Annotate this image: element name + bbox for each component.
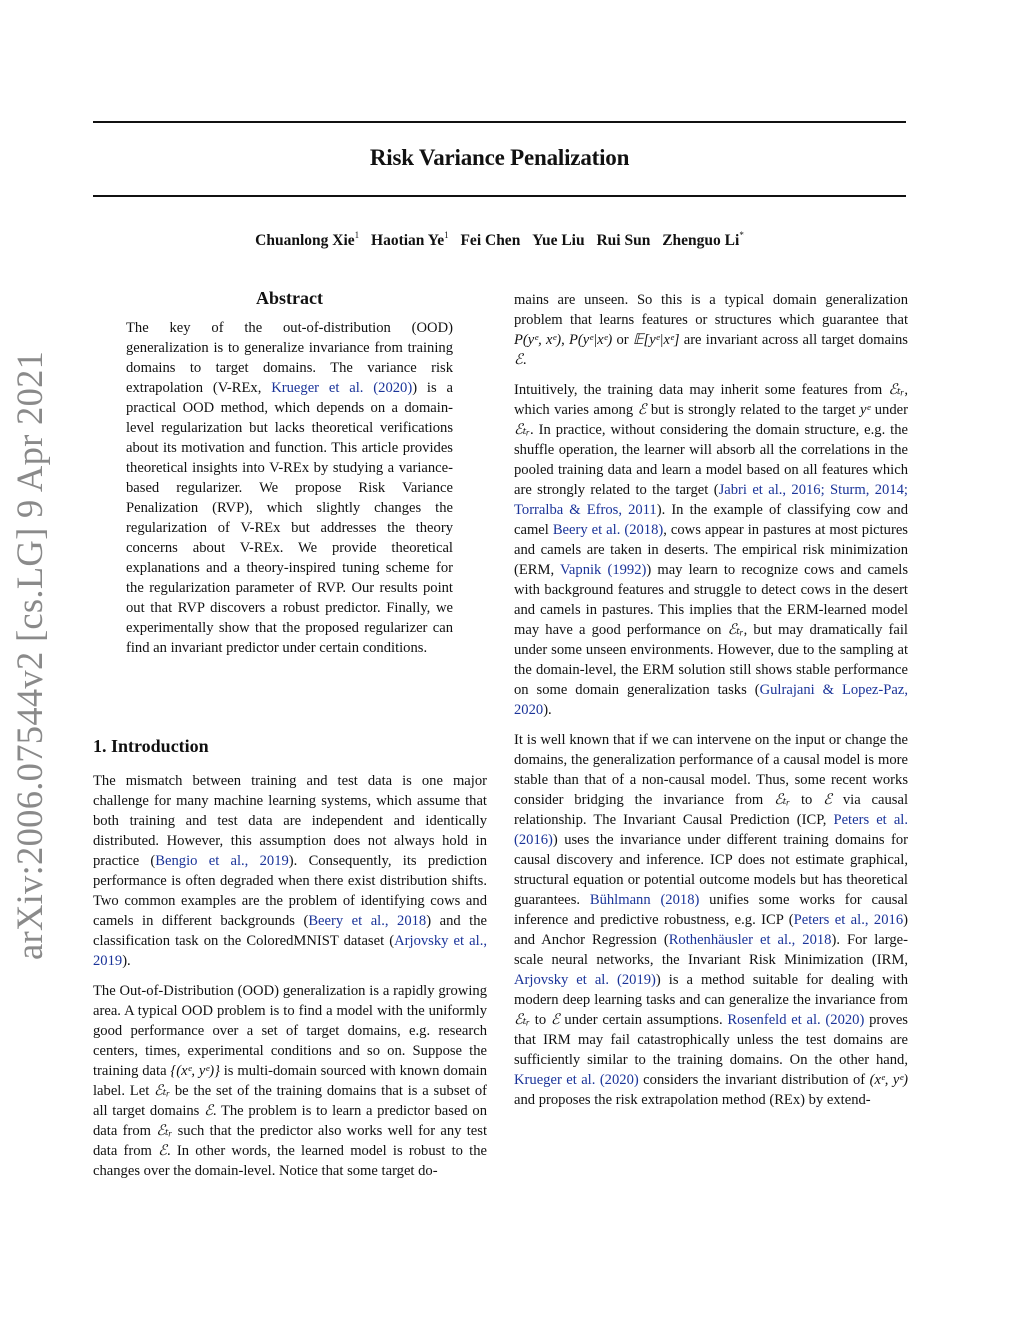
paragraph: The Out-of-Distribution (OOD) generalization is a rapidly growing area. A typical OOD problem is to find a model with the uniformly good performance over a set of target domains, e.g. research centers, times, experimental conditions and so on. Suppose the training data {(xᵉ, yᵉ)} is multi-domain sourced with known domain label. Let ℰₜᵣ be the set of the training domains that is a subset of all target domains ℰ. The problem is to learn a predictor based on data from ℰₜᵣ such that the predictor also works well for any test data from ℰ. In other words, the learned model is robust to the changes over the domain-level. Notice that some target do- — [93, 983, 488, 1179]
citation-link[interactable]: Bühlmann (2018) — [589, 892, 700, 908]
math-inline: 𝔼[yᵉ|xᵉ] — [632, 332, 680, 348]
citation-link[interactable]: Arjovsky et al., 2019 — [93, 933, 488, 969]
citation-link[interactable]: Gulrajani & Lopez-Paz, 2020 — [514, 682, 908, 718]
abstract-heading: Abstract — [256, 288, 323, 308]
citation-link[interactable]: Arjovsky et al. (2019) — [514, 972, 656, 988]
citation-link[interactable]: Jabri et al., 2016; Sturm, 2014; Torralba & Efros, 2011 — [514, 482, 908, 518]
author: Rui Sun — [596, 232, 651, 249]
math-inline: P(yᵉ|xᵉ) — [569, 332, 613, 348]
right-column — [514, 290, 908, 1120]
paragraph: It is well known that if we can intervene on the input or change the domains, the generalization performance of a causal model is more stable than that of a non-causal model. Thus, some recent works consider bridging the invariance from ℰₜᵣ to ℰ via causal relationship. The Invariant Causal Prediction (ICP, Peters et al. (2016)) uses the invariance under different training domains for causal discovery and inference. ICP does not estimate graphical, structural equation or potential outcome models but has theoretical guarantees. Bühlmann (2018) unifies some works for causal inference and predictive robustness, e.g. ICP (Peters et al., 2016) and Anchor Regression (Rothenhäusler et al., 2018). For large-scale neural networks, the Invariant Risk Minimization (IRM, Arjovsky et al. (2019)) is a method suitable for dealing with modern deep learning tasks and can generalize the invariance from ℰₜᵣ to ℰ under certain assumptions. Rosenfeld et al. (2020) proves that IRM may fail catastrophically unless the test domains are sufficiently similar to the training domains. On the other hand, Krueger et al. (2020) considers the invariant distribution of (xᵉ, yᵉ) and proposes the risk extrapolation method (REx) by extend- — [514, 732, 909, 1108]
citation-link[interactable]: Rosenfeld et al. (2020) — [727, 1012, 865, 1028]
citation-link[interactable]: Krueger et al. (2020) — [514, 1072, 639, 1088]
arxiv-stamp: arXiv:2006.07544v2 [cs.LG] 9 Apr 2021 — [9, 350, 50, 960]
math-inline: ℰₜᵣ — [774, 792, 791, 808]
math-inline: ℰₜᵣ — [727, 622, 744, 638]
title-rule-top — [93, 121, 906, 123]
citation-link[interactable]: Peters et al. (2016) — [514, 812, 908, 848]
math-inline: ℰₜᵣ — [154, 1083, 171, 1099]
math-inline: ℰₜᵣ — [888, 382, 905, 398]
math-inline: ℰ — [514, 352, 523, 368]
paragraph: mains are unseen. So this is a typical domain generalization problem that learns features or structures which guarantee that P(yᵉ, xᵉ), P(yᵉ|xᵉ) or 𝔼[yᵉ|xᵉ] are invariant across all target domains ℰ. — [514, 292, 908, 368]
citation-link[interactable]: Peters et al., 2016 — [793, 912, 904, 928]
citation-link[interactable]: Rothenhäusler et al., 2018 — [668, 932, 832, 948]
title-rule-bottom — [93, 195, 906, 197]
math-inline: P(yᵉ, xᵉ) — [514, 332, 562, 348]
math-inline: {(xᵉ, yᵉ)} — [170, 1063, 220, 1079]
citation-link[interactable]: Vapnik (1992) — [560, 562, 647, 578]
author-list — [93, 230, 906, 250]
author: Haotian Ye$^1$ — [371, 230, 449, 249]
section-heading-introduction: 1. Introduction — [93, 736, 209, 756]
citation-link[interactable]: Beery et al., 2018 — [308, 913, 427, 929]
math-inline: ℰ — [550, 1012, 560, 1028]
paper-title: Risk Variance Penalization — [369, 145, 630, 170]
paragraph: Intuitively, the training data may inherit some features from ℰₜᵣ, which varies among ℰ but is strongly related to the target yᵉ under ℰₜᵣ. In practice, without considering the domain structure, e.g. the shuffle operation, the learner will absorb all the correlations in the pooled training data and learn a model based on all features which are strongly related to the target (Jabri et al., 2016; Sturm, 2014; Torralba & Efros, 2011). In the example of classifying cow and camel Beery et al. (2018), cows appear in pastures at most pictures and camels are taken in deserts. The empirical risk minimization (ERM, Vapnik (1992)) may learn to recognize cows and camels with background features and struggle to detect cows in the desert and camels in pastures. This implies that the ERM-learned model may have a good performance on ℰₜᵣ, but may dramatically fail under some unseen environments. However, due to the sampling at the domain-level, the ERM solution still shows stable performance on some domain generalization tasks (Gulrajani & Lopez-Paz, 2020). — [514, 382, 909, 718]
math-inline: yᵉ — [860, 402, 871, 418]
abstract-text: The key of the out-of-distribution (OOD) generalization is to generalize invariance from training domains to target domains. The variance risk extrapolation (V-REx, Krueger et al. (2020)) is a practical OOD method, which depends on a domain-level regularization but lacks theoretical verifications about its motivation and function. This article provides theoretical insights into V-REx by studying a variance-based regularizer. We propose Risk Variance Penalization (RVP), which slightly changes the regularization of V-REx but addresses the theory concerns about V-REx. We provide theoretical explanations and a theory-inspired tuning scheme for the regularization parameter of RVP. Our results point out that RVP discovers a robust predictor. Finally, we experimentally show that the proposed regularizer can find an invariant predictor under certain conditions. — [126, 320, 453, 656]
math-inline: ℰₜᵣ — [514, 422, 531, 438]
author: Zhenguo Li* — [662, 230, 744, 249]
math-inline: (xᵉ, yᵉ) — [869, 1072, 909, 1088]
author: Yue Liu — [532, 232, 585, 249]
paragraph: The mismatch between training and test data is one major challenge for many machine learning systems, which assume that both training and test data are independent and identically distributed. However, this assumption does not always hold in practice (Bengio et al., 2019). Consequently, its prediction performance is often degraded when there exist distribution shifts. Two common examples are the problem of identifying cows and camels in different backgrounds (Beery et al., 2018) and the classification task on the ColoredMNIST dataset (Arjovsky et al., 2019). — [93, 773, 488, 969]
math-inline: ℰ — [637, 402, 647, 418]
math-inline: ℰ — [823, 792, 833, 808]
author: Fei Chen — [460, 232, 521, 249]
math-inline: ℰ — [204, 1103, 213, 1119]
citation-link[interactable]: Bengio et al., 2019 — [155, 853, 289, 869]
math-inline: ℰ — [158, 1143, 167, 1159]
author: Chuanlong Xie$^1$ — [255, 230, 360, 249]
left-column — [93, 771, 487, 1191]
math-inline: ℰₜᵣ — [514, 1012, 531, 1028]
math-inline: ℰₜᵣ — [156, 1123, 173, 1139]
citation-link[interactable]: Krueger et al. (2020) — [271, 380, 413, 396]
citation-link[interactable]: Beery et al. (2018) — [552, 522, 664, 538]
